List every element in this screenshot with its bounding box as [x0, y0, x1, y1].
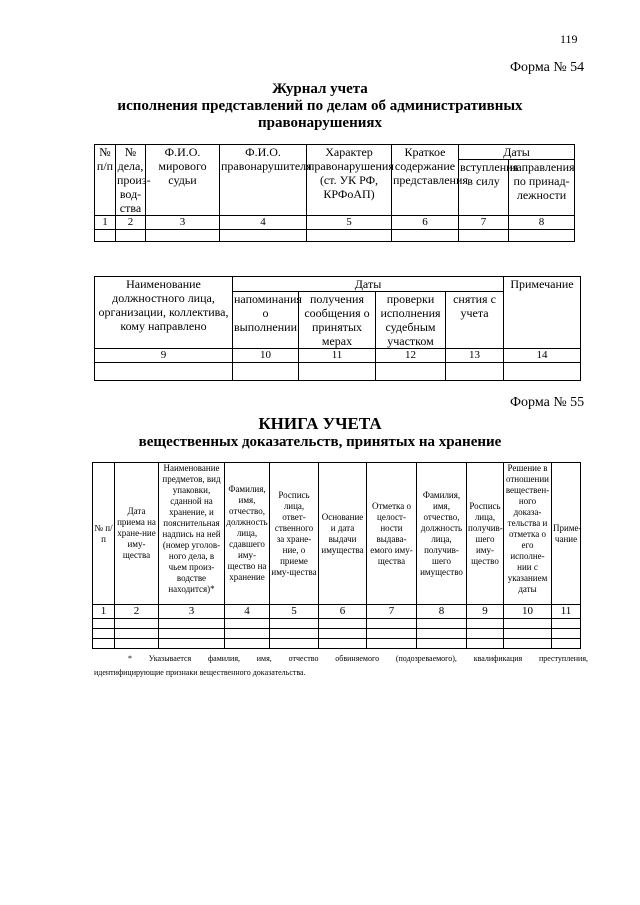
column-number: 11: [299, 349, 376, 363]
header-cell: Наименование должностного лица, организации, коллектива, кому направлено: [95, 277, 233, 349]
column-number: 11: [552, 605, 581, 619]
header-cell: вступления в силу: [459, 160, 509, 216]
column-number: 5: [270, 605, 319, 619]
column-number: 9: [95, 349, 233, 363]
header-cell: № п/п: [93, 463, 115, 605]
column-number: 3: [146, 216, 220, 230]
table-row: [93, 619, 581, 629]
column-number: 1: [95, 216, 116, 230]
column-number: 5: [307, 216, 392, 230]
header-cell: Примечание: [504, 277, 581, 349]
column-number: 6: [392, 216, 459, 230]
header-cell: получения сообщения о принятых мерах: [299, 292, 376, 349]
column-number: 1: [93, 605, 115, 619]
dates-group-header: Даты: [233, 277, 504, 292]
header-cell: Роспись лица, получив-шего иму-щество: [467, 463, 504, 605]
form55-title-line2: вещественных доказательств, принятых на хранение: [138, 434, 502, 450]
header-cell: проверки исполнения судебным участком: [376, 292, 446, 349]
header-cell: Фамилия, имя, отчество, должность лица, сдавшего иму-щество на хранение: [225, 463, 270, 605]
column-number: 14: [504, 349, 581, 363]
form54-title-line1: Журнал учета: [272, 81, 368, 97]
table-row: [95, 230, 575, 242]
form55-label: Форма № 55: [510, 395, 585, 410]
header-cell: напоминания о выполнении: [233, 292, 299, 349]
header-cell: Характер правонарушения (ст. УК РФ, КРФоАП): [307, 145, 392, 216]
table-row: [95, 363, 581, 381]
column-number: 10: [233, 349, 299, 363]
table-row: [93, 639, 581, 649]
form55-title-line1: КНИГА УЧЕТА: [258, 414, 382, 433]
page-number: 119: [560, 32, 578, 46]
column-number: 10: [504, 605, 552, 619]
column-number: 4: [225, 605, 270, 619]
dates-group-header: Даты: [459, 145, 575, 160]
column-number: 12: [376, 349, 446, 363]
header-cell: Отметка о целост-ности выдава-емого иму-щества: [367, 463, 417, 605]
form54-table2: [94, 276, 581, 381]
form54-title-line3: правонарушениях: [258, 115, 382, 131]
column-number: 7: [459, 216, 509, 230]
column-number: 8: [509, 216, 575, 230]
column-number: 2: [116, 216, 146, 230]
header-cell: Роспись лица, ответ-ственного за хране-ние, о приеме иму-щества: [270, 463, 319, 605]
column-number: 8: [417, 605, 467, 619]
form55-table: [92, 462, 581, 649]
column-number: 9: [467, 605, 504, 619]
table-row: [93, 629, 581, 639]
column-number: 13: [446, 349, 504, 363]
header-cell: Наименование предметов, вид упаковки, сданной на хранение, и пояснительная надпись на ней (номер уголов-ного дела, в чьем произ-водстве находится)*: [159, 463, 225, 605]
form54-title-line2: исполнения представлений по делам об административных: [117, 98, 523, 114]
footnote-line2: идентифицирующие признаки вещественного доказательства.: [94, 668, 306, 677]
header-cell: Основание и дата выдачи имущества: [319, 463, 367, 605]
column-number: 2: [115, 605, 159, 619]
header-cell: снятия с учета: [446, 292, 504, 349]
header-cell: Приме-чание: [552, 463, 581, 605]
header-cell: Ф.И.О. мирового судьи: [146, 145, 220, 216]
form54-label: Форма № 54: [510, 60, 585, 75]
header-cell: Ф.И.О. правонарушителя: [220, 145, 307, 216]
header-cell: Краткое содержание представления: [392, 145, 459, 216]
header-cell: № дела, произ-вод-ства: [117, 145, 151, 215]
header-cell: Фамилия, имя, отчество, должность лица, получив-шего имущество: [417, 463, 467, 605]
column-number: 7: [367, 605, 417, 619]
column-number: 3: [159, 605, 225, 619]
header-cell: Дата приема на хране-ние иму-щества: [115, 463, 159, 605]
header-cell: № п/п: [95, 145, 116, 216]
header-cell: Решение в отношении веществен-ного доказа-тельства и отметка о его исполне-нии с указанием даты: [504, 463, 552, 605]
header-cell: направления по принад-лежности: [509, 160, 575, 216]
form54-table1: [94, 144, 575, 242]
footnote-line1: * Указывается фамилия, имя, отчество обвиняемого (подозреваемого), квалификация преступления,: [128, 654, 588, 663]
column-number: 4: [220, 216, 307, 230]
column-number: 6: [319, 605, 367, 619]
